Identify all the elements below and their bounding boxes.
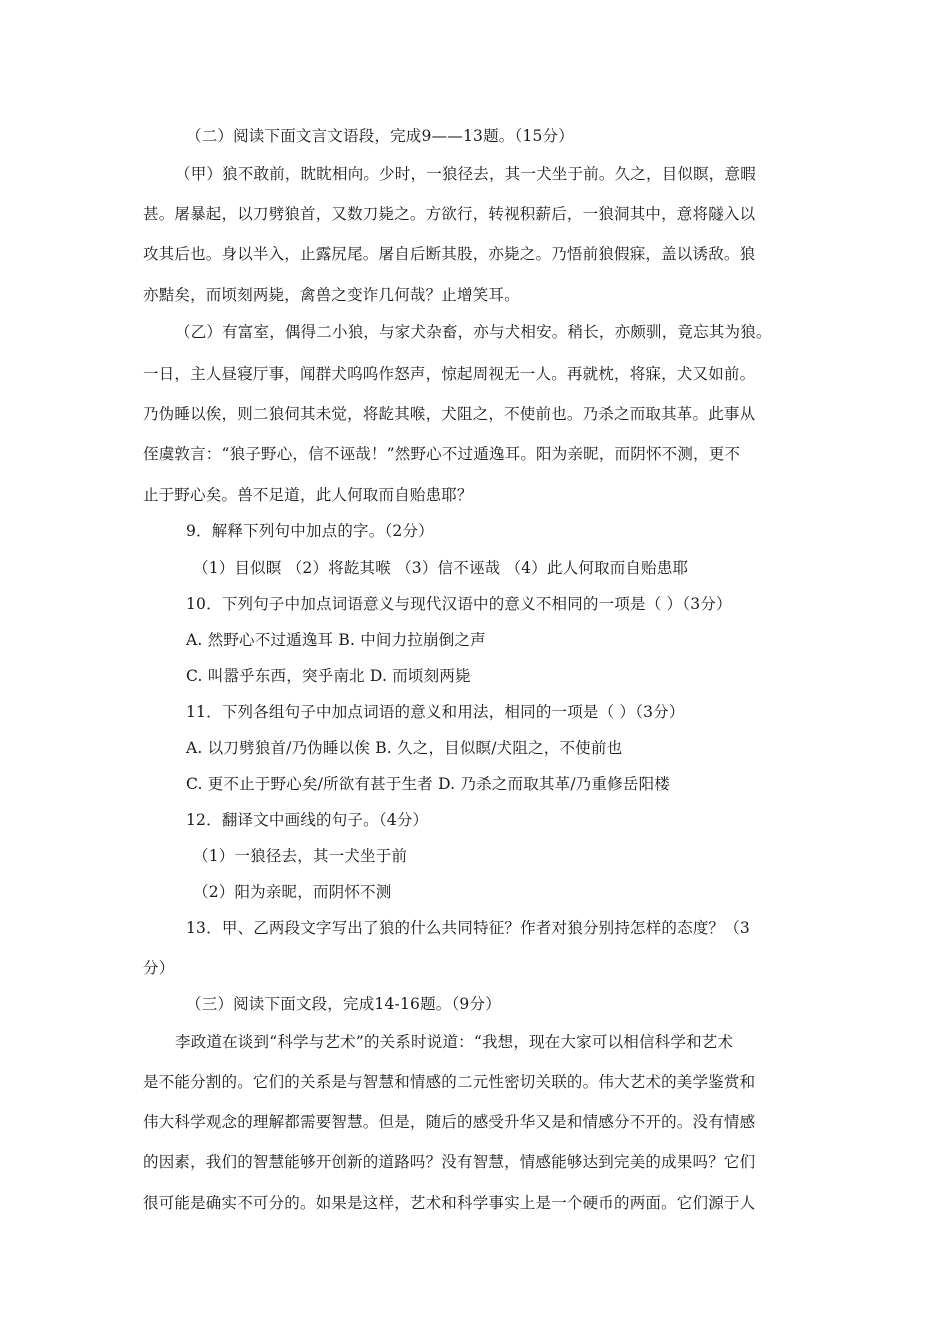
question-10-option: C. 叫嚣乎东西，突乎南北 D. 而顷刻两毙 [186, 667, 471, 685]
question-12-stem: 12．翻译文中画线的句子。（4分） [186, 811, 429, 829]
question-10-stem: 10．下列句子中加点词语意义与现代汉语中的意义不相同的一项是（ ）（3分） [186, 595, 732, 613]
question-12-item: （2）阳为亲昵，而阴怀不测 [193, 883, 392, 901]
question-10-option: A. 然野心不过遁逸耳 B. 中间力拉崩倒之声 [186, 631, 486, 649]
passage-a-line: 甚。屠暴起，以刀劈狼首，又数刀毙之。方欲行，转视积薪后，一狼洞其中，意将隧入以 [143, 205, 756, 223]
passage-a-line: 攻其后也。身以半入，止露尻尾。屠自后断其股，亦毙之。乃悟前狼假寐，盖以诱敌。狼 [143, 245, 756, 263]
section3-heading: （三）阅读下面文段，完成14-16题。（9分） [186, 995, 501, 1013]
question-13-stem: 13．甲、乙两段文字写出了狼的什么共同特征？作者对狼分别持怎样的态度？（3 [186, 919, 750, 937]
passage-a-line: 亦黠矣，而顷刻两毙，禽兽之变诈几何哉？止增笑耳。 [143, 286, 520, 304]
section3-passage-line: 伟大科学观念的理解都需要智慧。但是，随后的感受升华又是和情感分不开的。没有情感 [143, 1113, 756, 1131]
section2-heading: （二）阅读下面文言文语段，完成9——13题。（15分） [186, 127, 574, 145]
question-9-stem: 9．解释下列句中加点的字。（2分） [186, 522, 434, 540]
section3-passage-line: 很可能是确实不可分的。如果是这样，艺术和科学事实上是一个硬币的两面。它们源于人 [143, 1194, 756, 1212]
passage-b-line: （乙）有富室，偶得二小狼，与家犬杂畜，亦与犬相安。稍长，亦颇驯，竟忘其为狼。 [175, 323, 772, 341]
passage-b-line: 一日，主人昼寝厅事，闻群犬呜呜作怒声，惊起周视无一人。再就枕，将寐，犬又如前。 [143, 365, 756, 383]
section3-passage-line: 的因素，我们的智慧能够开创新的道路吗？没有智慧，情感能够达到完美的成果吗？它们 [143, 1153, 756, 1171]
question-11-stem: 11．下列各组句子中加点词语的意义和用法，相同的一项是（ ）（3分） [186, 703, 685, 721]
passage-b-line: 侄虞敦言：“狼子野心，信不诬哉！”然野心不过遁逸耳。阳为亲昵，而阴怀不测，更不 [143, 445, 741, 463]
question-12-item: （1）一狼径去，其一犬坐于前 [193, 847, 408, 865]
section3-passage-line: 是不能分割的。它们的关系是与智慧和情感的二元性密切关联的。伟大艺术的美学鉴赏和 [143, 1073, 756, 1091]
question-9-items: （1）目似瞑 （2）将龁其喉 （3）信不诬哉 （4）此人何取而自贻患耶 [193, 559, 689, 577]
passage-b-line: 乃伪睡以俟，则二狼伺其未觉，将龁其喉，犬阻之，不使前也。乃杀之而取其革。此事从 [143, 405, 756, 423]
section3-passage-line: 李政道在谈到“科学与艺术”的关系时说道：“我想，现在大家可以相信科学和艺术 [175, 1033, 734, 1051]
question-11-option: A. 以刀劈狼首/乃伪睡以俟 B. 久之，目似瞑/犬阻之，不使前也 [186, 739, 623, 757]
passage-a-line: （甲）狼不敢前，眈眈相向。少时，一狼径去，其一犬坐于前。久之，目似瞑，意暇 [175, 165, 756, 183]
question-11-option: C. 更不止于野心矣/所欲有甚于生者 D. 乃杀之而取其革/乃重修岳阳楼 [186, 775, 670, 793]
passage-b-line: 止于野心矣。兽不足道，此人何取而自贻患耶？ [143, 486, 473, 504]
question-13-stem-continued: 分） [143, 959, 175, 977]
